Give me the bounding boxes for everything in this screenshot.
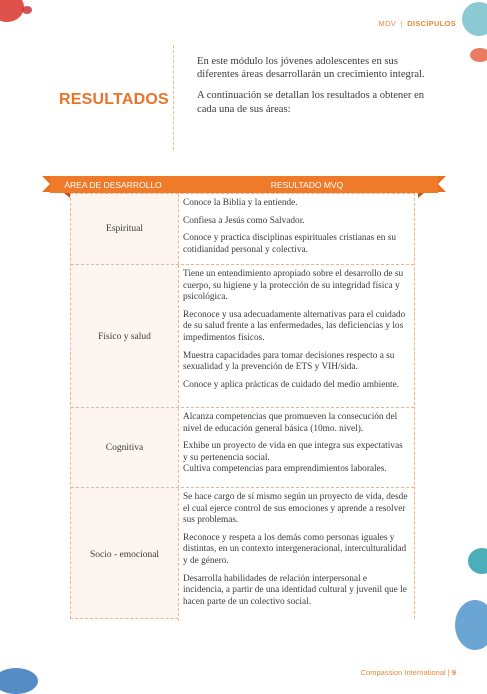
- footer-separator: |: [447, 668, 450, 677]
- paint-splash-bottom-left: [0, 668, 38, 694]
- result-item: Reconoce y respeta a los demás como personas iguales y distintas, en un contexto intergeneracional, interculturalidad y de género.: [183, 532, 407, 566]
- ribbon-tail-right: [438, 176, 446, 192]
- header-prefix: MDV: [378, 19, 397, 28]
- result-item: Exhibe un proyecto de vida en que integra sus expectativas y su pertenencia social.: [183, 441, 403, 463]
- result-item: Confiesa a Jesús como Salvador.: [183, 215, 305, 226]
- result-item: Reconoce y usa adecuadamente alternativas para el cuidado de su salud frente a las enfermedades, las deficiencias y los impedimentos físicos.: [183, 309, 406, 343]
- result-item: Conoce y aplica prácticas de cuidado del medio ambiente.: [183, 379, 400, 390]
- results-table: [70, 193, 415, 619]
- table-header-ribbon: [50, 176, 438, 193]
- running-header: [379, 19, 456, 28]
- footer-publisher: Compassion International: [360, 668, 446, 677]
- result-item: Cultiva competencias para emprendimientos laborales.: [183, 464, 387, 475]
- section-title: RESULTADOS: [59, 91, 169, 108]
- column-header-result: RESULTADO MVQ: [270, 180, 344, 190]
- ribbon-fold-right: [418, 193, 424, 198]
- paint-splash-right-bottom: [455, 600, 487, 650]
- header-section: DISCÍPULOS: [407, 19, 456, 28]
- results-cell: [178, 265, 414, 408]
- paint-splash-top-left-2: [22, 6, 32, 14]
- paint-splash-top-left: [0, 0, 24, 22]
- table-row-spiritual: [71, 194, 414, 264]
- page-footer: [361, 668, 456, 677]
- result-item: Alcanza competencias que promueven la consecución del nivel de educación general básica (10mo. nivel).: [183, 412, 398, 434]
- table-row-socio-emotional: [71, 487, 414, 621]
- area-cell: Socio - emocional: [89, 549, 160, 560]
- area-cell: Cognitiva: [105, 443, 144, 453]
- column-header-area: ÁREA DE DESARROLLO: [64, 180, 162, 190]
- paint-splash-right-lower: [468, 548, 487, 574]
- ribbon-tail-left: [42, 176, 50, 192]
- result-item: Desarrolla habilidades de relación interpersonal e incidencia, a partir de una identidad cultural y juvenil que le hacen parte de un colectivo social.: [183, 573, 407, 607]
- page-number: 9: [451, 668, 456, 677]
- table-row-cognitive: [71, 407, 414, 488]
- results-cell: [178, 194, 414, 264]
- results-cell: [178, 408, 414, 488]
- result-item: Conoce y practica disciplinas espirituales cristianas en su cotidianidad personal y colectiva.: [183, 233, 396, 255]
- results-cell: [178, 488, 414, 621]
- intro-text: [197, 55, 433, 124]
- result-item: Tiene un entendimiento apropiado sobre el desarrollo de su cuerpo, su higiene y la protección de su integridad física y psicológica.: [183, 269, 404, 303]
- intro-paragraph: En este módulo los jóvenes adolescentes en sus diferentes áreas desarrollarán un crecimiento integral.: [197, 56, 425, 81]
- area-cell: Espiritual: [106, 224, 143, 234]
- paint-splash-top-right: [462, 2, 487, 36]
- header-separator: |: [400, 19, 403, 28]
- area-cell: Físico y salud: [98, 331, 151, 342]
- result-item: Se hace cargo de sí mismo según un proyecto de vida, desde el cual ejerce control de sus emociones y aprende a resolver sus problemas.: [183, 492, 408, 526]
- result-item: Muestra capacidades para tomar decisiones respecto a su sexualidad y la prevención de ETS y VIH/sida.: [183, 350, 395, 373]
- paint-splash-right-middle: [470, 48, 487, 62]
- divider-vertical: [173, 45, 174, 150]
- intro-paragraph: A continuación se detallan los resultados a obtener en cada una de sus áreas:: [197, 90, 425, 115]
- table-row-physical: [71, 264, 414, 408]
- result-item: Conoce la Biblia y la entiende.: [183, 198, 298, 208]
